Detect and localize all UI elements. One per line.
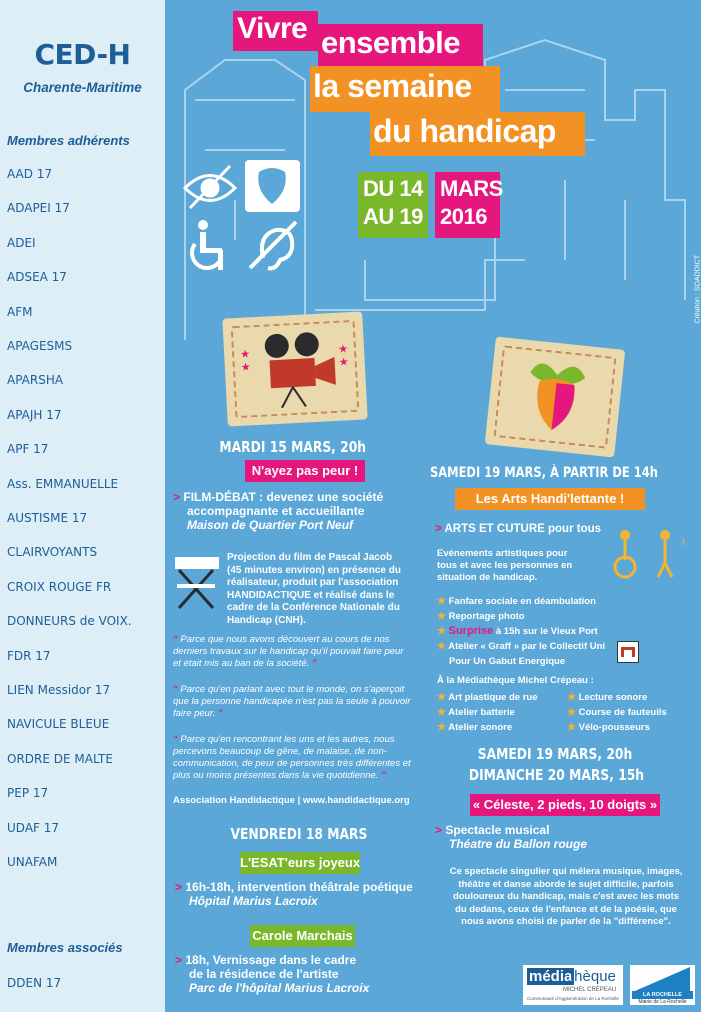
e3desc-line: situation de handicap. xyxy=(437,572,538,583)
event1-quote-1 xyxy=(173,634,428,670)
event4-date-1: SAMEDI 19 MARS, 20h xyxy=(477,745,633,763)
member-item: APARSHA xyxy=(7,373,64,388)
member-item: DONNEURS de VOIX. xyxy=(7,614,132,629)
event1-description xyxy=(227,552,427,627)
member-item: ORDRE DE MALTE xyxy=(7,751,113,766)
la-rochelle-logo: LA ROCHELLE Mairie de La Rochelle xyxy=(630,965,695,1005)
ear-icon xyxy=(250,222,296,268)
e1desc-line: Projection du film de Pascal Jacob xyxy=(227,552,393,563)
q1-line: derniers travaux sur le handicap qu'il pouvait faire peur xyxy=(173,646,404,657)
member-item: APAJH 17 xyxy=(7,407,62,422)
mediatheque-left-list: ★ Art plastique de rue ★ Atelier batterie ★ Atelier sonore xyxy=(437,692,538,733)
event2-tag-2: Carole Marchais xyxy=(250,925,355,947)
e3desc-line: Evénements artistiques pour xyxy=(437,548,568,559)
arts-ticket xyxy=(485,337,626,458)
member-item: ADAPEI 17 xyxy=(7,201,70,216)
event1-tag: N'ayez pas peur ! xyxy=(245,460,365,482)
mask-icon xyxy=(245,160,300,212)
event3-tag: Les Arts Handi'lettante ! xyxy=(455,488,645,510)
member-item: APAGESMS xyxy=(7,339,73,353)
event2-date: VENDREDI 18 MARS xyxy=(230,825,368,843)
member-item: LIEN Messidor 17 xyxy=(7,683,111,697)
date-range-box xyxy=(358,172,428,238)
member-item: AUSTISME 17 xyxy=(7,511,88,525)
e1desc-line: HANDIDACTIQUE et réalisé dans le xyxy=(227,589,395,601)
e4desc-line: douloureux du handicap, mais c'est avec les mots xyxy=(452,891,680,902)
e4desc-line: théâtre et danse aborde le sujet difficile, parfois xyxy=(458,878,674,890)
members-heading: Membres adhérents xyxy=(7,133,130,148)
event2-tag-1: L'ESAT'eurs joyeux xyxy=(240,852,360,874)
design-credit: Création : SOADDICT xyxy=(694,255,701,324)
e1desc-line: (45 minutes environ) en présence du xyxy=(227,564,401,576)
e4desc-line: nous avons choisi de parler de la "différence". xyxy=(461,916,671,927)
associates-heading: Membres associés xyxy=(7,940,123,955)
q1-line: et était mis au ban de la société. ” xyxy=(173,658,317,669)
title-line-2: ensemble xyxy=(321,25,461,60)
date-month-line-1: MARS xyxy=(440,176,503,201)
accessibility-icons xyxy=(180,158,305,278)
title-line-3: la semaine xyxy=(313,68,472,104)
q3-line: “ Parce qu'en rencontrant les uns et les autres, nous xyxy=(173,734,395,745)
jester-mask-icon xyxy=(514,351,597,440)
title-line-1: Vivre xyxy=(237,12,308,45)
eye-icon xyxy=(185,166,235,208)
event3-date: SAMEDI 19 MARS, À PARTIR DE 14h xyxy=(430,465,658,481)
q2-line: “ Parce qu'en parlant avec tout le monde, on s'aperçoit xyxy=(173,684,405,695)
event1-headline: > FILM-DÉBAT : devenez une société accompagnante et accueillante Maison de Quartier Port Neuf xyxy=(173,490,384,532)
title-line-4: du handicap xyxy=(373,113,556,149)
member-item: PEP 17 xyxy=(7,786,49,801)
event4-headline: > Spectacle musical Théatre du Ballon rouge xyxy=(435,823,588,851)
event3-headline: > ARTS ET CUTURE pour tous xyxy=(435,523,602,535)
member-item: NAVICULE BLEUE xyxy=(7,717,110,732)
q3-line: percevons beaucoup de gêne, de malaise, de non- xyxy=(173,746,387,757)
event2-item-1: > 16h-18h, intervention théâtrale poétique Hôpital Marius Lacroix xyxy=(175,880,413,908)
director-chair-icon xyxy=(173,552,223,612)
member-item: APF 17 xyxy=(7,442,49,457)
date-range-line-1: DU 14 xyxy=(363,176,423,201)
member-item: FDR 17 xyxy=(7,648,51,663)
mediatheque-right-list: ★ Lecture sonore ★ Course de fauteuils ★ Vélo-pousseurs xyxy=(567,692,667,733)
member-item: AFM xyxy=(7,304,33,319)
musicians-icon xyxy=(610,525,695,580)
e1desc-line: cadre de la Conférence Nationale du xyxy=(227,602,400,613)
member-item: UDAF 17 xyxy=(7,820,60,835)
e3desc-line: tous et avec les personnes en xyxy=(437,560,573,571)
wheelchair-icon xyxy=(192,220,223,270)
q2-line: que la personne handicapée n'est pas la seule à pouvoir xyxy=(173,696,411,707)
film-camera-icon xyxy=(248,327,342,412)
event4-date-2: DIMANCHE 20 MARS, 15h xyxy=(468,766,645,784)
q1-line: “ Parce que nous avons découvert au cours de nos xyxy=(173,634,390,645)
e1desc-line: réalisateur, produit par l'association xyxy=(227,577,399,588)
event4-tag: « Céleste, 2 pieds, 10 doigts » xyxy=(470,794,660,816)
collectif-logo xyxy=(617,641,639,663)
event3-description xyxy=(437,548,617,584)
svg-text:♪: ♪ xyxy=(680,534,686,548)
member-item: CLAIRVOYANTS xyxy=(7,545,98,560)
e4desc-line: Ce spectacle singulier qui mêlera musique, images, xyxy=(449,866,683,877)
la-rochelle-emblem-icon xyxy=(630,965,695,993)
sidebar xyxy=(0,0,165,1012)
member-item: UNAFAM xyxy=(7,855,58,869)
q3-line: communication, de peur de personnes très différentes et xyxy=(173,758,411,769)
member-item: CROIX ROUGE FR xyxy=(7,579,112,594)
date-month-line-2: 2016 xyxy=(440,204,487,229)
member-item: ADEI xyxy=(7,235,36,250)
member-item: ADSEA 17 xyxy=(7,270,67,285)
member-item: Ass. EMMANUELLE xyxy=(7,476,119,491)
date-range-line-2: AU 19 xyxy=(363,204,423,229)
event4-description xyxy=(435,866,697,929)
associate-item: DDEN 17 xyxy=(7,976,62,990)
event3-activities: ★ Fanfare sociale en déambulation ★ Reportage photo ★ Surprise à 15h sur le Vieux Port ★ Atelier « Graff » par le Collectif Uni Pour Un Gabut Energique xyxy=(437,596,606,667)
event1-quote-2 xyxy=(173,684,428,720)
q3-line: plus ou moins présentes dans la vie quotidienne. ” xyxy=(173,770,386,781)
q2-line: faire peur. ” xyxy=(173,708,223,719)
event1-quote-3 xyxy=(173,734,428,782)
poster xyxy=(165,0,700,1012)
e1desc-line: Handicap (CNH). xyxy=(227,614,306,626)
event1-signature: Association Handidactique | www.handidactique.org xyxy=(173,795,410,806)
mediatheque-heading: À la Médiathèque Michel Crépeau : xyxy=(437,675,594,686)
e4desc-line: du dedans, ceux de l'enfance et de la poésie, que xyxy=(455,903,677,915)
org-title: CED-H xyxy=(34,38,131,71)
mediatheque-logo: média thèque MICHEL CRÉPEAU Communauté d'Agglomération de La Rochelle xyxy=(523,965,623,1005)
member-item: AAD 17 xyxy=(7,167,53,181)
event2-item-2: > 18h, Vernissage dans le cadre de la résidence de l'artiste Parc de l'hôpital Marius Lacroix xyxy=(175,953,370,995)
date-month-box xyxy=(435,172,503,238)
org-subtitle: Charente-Maritime xyxy=(23,80,142,95)
event1-date: MARDI 15 MARS, 20h xyxy=(219,438,367,456)
film-ticket: ★ ★ ★ ★ xyxy=(222,311,367,426)
